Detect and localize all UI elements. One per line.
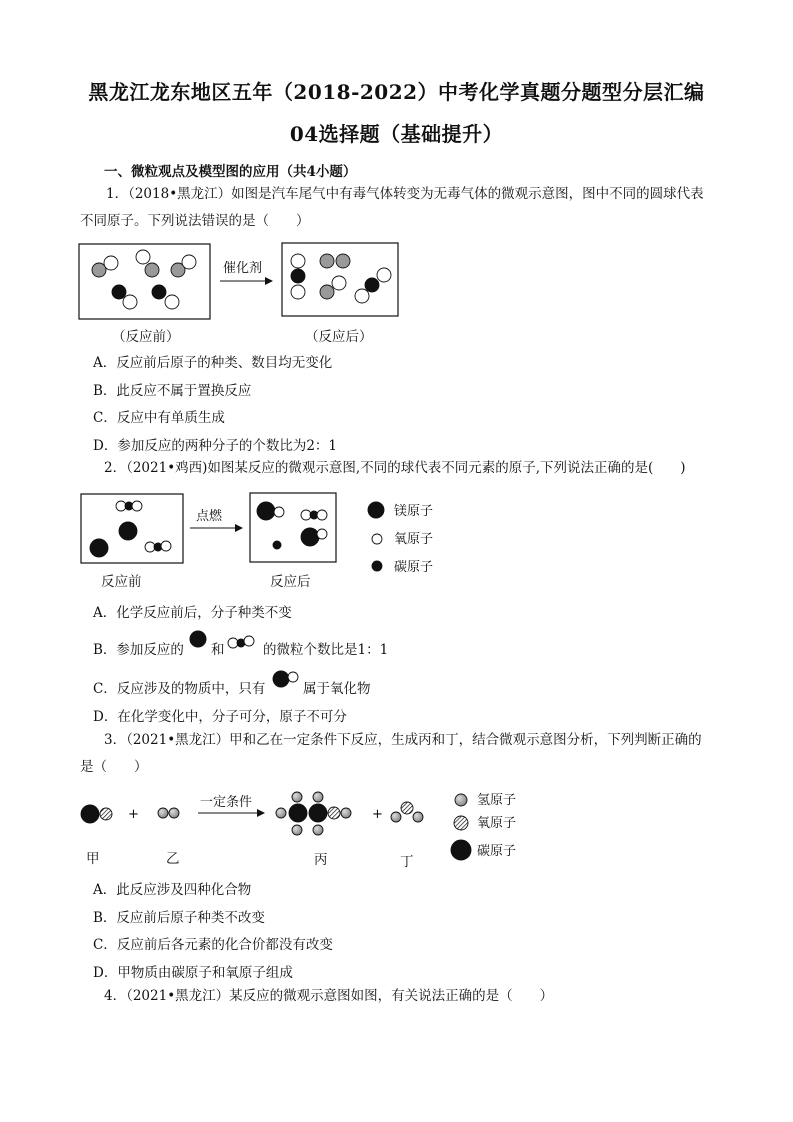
q3-plus-2: + [372,807,383,822]
q1-stem-line2: 不同原子。下列说法错误的是（ ） [80,213,310,229]
q3-option-b: B．反应前后原子种类不改变 [93,910,265,926]
q2-after-molecules [257,502,327,549]
q2-option-c-post: 属于氧化物 [303,681,371,697]
q2-option-b-pre: B．参加反应的 [93,642,184,658]
q3-plus-1: + [128,807,139,822]
q3-option-c: C．反应前后各元素的化合价都没有改变 [93,937,333,953]
q3-ding-molecule [391,802,423,822]
q3-option-d: D．甲物质由碳原子和氧原子组成 [93,965,293,981]
section-heading: 一、微粒观点及模型图的应用（共4小题） [104,164,357,180]
q1-after-molecules [291,254,391,303]
q2-ignite-label: 点燃 [196,509,223,524]
q3-name-jia: 甲 [86,851,100,867]
q3-name-ding: 丁 [400,854,414,870]
q1-after-label: （反应后） [305,329,373,345]
q2-option-a: A．化学反应前后，分子种类不变 [93,605,292,621]
q1-option-b: B．此反应不属于置换反应 [93,383,252,399]
q2-legend-c: 碳原子 [394,560,434,575]
q3-jia-molecule [81,805,112,823]
q1-stem-line1: 1．（2018•黑龙江）如图是汽车尾气中有毒气体转变为无毒气体的微观示意图，图中不同的圆球代表 [106,186,704,202]
q3-yi-molecule [158,808,179,818]
q2-option-c-pre: C．反应涉及的物质中，只有 [93,681,266,697]
q1-after-box [282,243,398,316]
q2-after-box [250,493,336,562]
q1-option-c: C．反应中有单质生成 [93,410,225,426]
q3-stem-line2: 是（ ） [80,759,148,775]
q2-option-d: D．在化学变化中，分子可分，原子不可分 [93,709,347,725]
q3-stem-line1: 3．（2021•黑龙江）甲和乙在一定条件下反应，生成丙和丁，结合微观示意图分析，下列判断正确的 [104,732,702,748]
q3-option-a: A．此反应涉及四种化合物 [93,882,252,898]
q3-name-bing: 丙 [314,852,328,868]
q3-legend-c: 碳原子 [477,844,517,859]
q2-before-box [81,494,183,563]
q3-legend-o: 氧原子 [477,816,517,831]
q2-before-molecules [90,501,171,557]
q3-legend-h: 氢原子 [477,793,517,808]
q2-option-b-mg-atom [190,631,206,647]
q2-legend-mg: 镁原子 [394,504,434,519]
q2-option-c-mgo-molecule [273,671,298,687]
q2-option-b-mid: 和 [211,642,225,658]
q1-catalyst-label: 催化剂 [223,261,263,276]
q2-after-label: 反应后 [270,574,311,590]
q2-option-b-post: 的微粒个数比是1：1 [263,642,389,658]
q3-legend [451,794,471,860]
q2-option-b-co2-molecule [228,636,254,648]
q2-stem: 2．（2021•鸡西)如图某反应的微观示意图,不同的球代表不同元素的原子,下列说法正确的是( ) [104,460,686,476]
document-title-line2: 04选择题（基础提升） [289,122,504,146]
q1-before-molecules [92,250,196,309]
q1-option-d: D．参加反应的两种分子的个数比为2：1 [93,438,338,454]
q1-before-label: （反应前） [112,329,180,345]
q2-before-label: 反应前 [101,574,142,590]
q3-name-yi: 乙 [166,851,180,867]
q2-legend [368,502,384,571]
q3-condition-label: 一定条件 [200,795,253,810]
document-title-line1: 黑龙江龙东地区五年（2018-2022）中考化学真题分题型分层汇编 [88,80,705,104]
q1-option-a: A．反应前后原子的种类、数目均无变化 [93,355,333,371]
q1-before-box [79,244,210,319]
q3-bing-molecule [276,792,351,835]
q2-legend-o: 氧原子 [394,532,434,547]
q4-stem: 4．（2021•黑龙江）某反应的微观示意图如图，有关说法正确的是（ ） [104,988,554,1004]
